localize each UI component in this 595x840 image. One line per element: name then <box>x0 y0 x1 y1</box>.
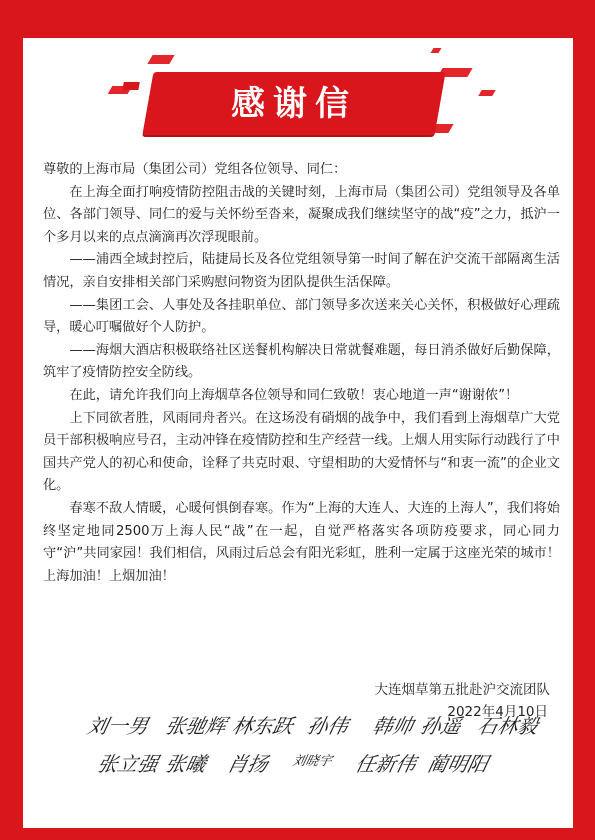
body-paragraph: 上下同欲者胜，风雨同舟者兴。在这场没有硝烟的战争中，我们看到上海烟草广大党员干部积极响应号召，主动冲锋在疫情防控和生产经营一线。上烟人用实际行动践行了中国共产党人的初心和使命，诠释了共克时艰、守望相助的大爱情怀与“和衷一流”的企业文化。 <box>43 410 560 494</box>
body-paragraph: ——集团工会、人事处及各挂职单位、部门领导多次送来关心关怀，积极做好心理疏导，暖心叮嘱做好个人防护。 <box>43 297 560 336</box>
handwritten-signature: 孙遥 <box>418 714 464 738</box>
handwritten-signature: 刘一男 <box>85 714 151 738</box>
handwritten-signature: 林东跃 <box>230 714 296 738</box>
handwritten-signature: 石林毅 <box>475 714 541 738</box>
body-paragraph: 春寒不敌人情暖，心暖何惧倒春寒。作为“上海的大连人、大连的上海人”，我们将始终坚定地同2500万上海人民“战”在一起，自觉严格落实各项防疫要求，同心同力守“沪”共同家园！我们相信，风雨过后总会有阳光彩虹，胜利一定属于这座光荣的城市！上海加油！上烟加油！ <box>43 500 560 584</box>
body-paragraph: 在此，请允许我们向上海烟草各位领导和同仁致敬！衷心地道一声“谢谢侬”！ <box>69 387 519 403</box>
handwritten-signature: 张曦 <box>163 752 209 776</box>
body-paragraph: ——海烟大酒店积极联络社区送餐机构解决日常就餐难题，每日消杀做好后勤保障，筑牢了疫情防控安全防线。 <box>43 342 560 381</box>
handwritten-signature: 孙伟 <box>305 714 351 738</box>
body-paragraph: ——浦西全域封控后，陆捷局长及各位党组领导第一时间了解在沪交流干部隔离生活情况，亲自安排相关部门采购慰问物资为团队提供生活保障。 <box>43 252 560 290</box>
letter-body <box>43 159 560 588</box>
handwritten-signature: 蔺明阳 <box>425 752 491 776</box>
body-paragraph: 在上海全面打响疫情防控阻击战的关键时刻，上海市局（集团公司）党组领导及各单位、各部门领导、同仁的爱与关怀纷至沓来，凝聚成我们继续坚守的战“疫”之力，抵沪一个多月以来的点点滴滴再次浮现眼前。 <box>43 184 560 245</box>
handwritten-signature: 韩帅 <box>370 714 416 738</box>
salutation: 尊敬的上海市局（集团公司）党组各位领导、同仁： <box>43 162 347 177</box>
handwritten-signature: 刘晓宇 <box>290 754 334 769</box>
handwritten-signature: 肖扬 <box>225 752 271 776</box>
signature-date: 2022年4月10日 <box>447 704 548 720</box>
handwritten-signature: 张立强 <box>95 752 161 776</box>
letter-title: 感谢信 <box>231 84 357 124</box>
handwritten-signature: 张驰辉 <box>163 714 229 738</box>
signature-organization: 大连烟草第五批赴沪交流团队 <box>374 682 550 698</box>
handwritten-signature: 任新伟 <box>353 752 419 776</box>
